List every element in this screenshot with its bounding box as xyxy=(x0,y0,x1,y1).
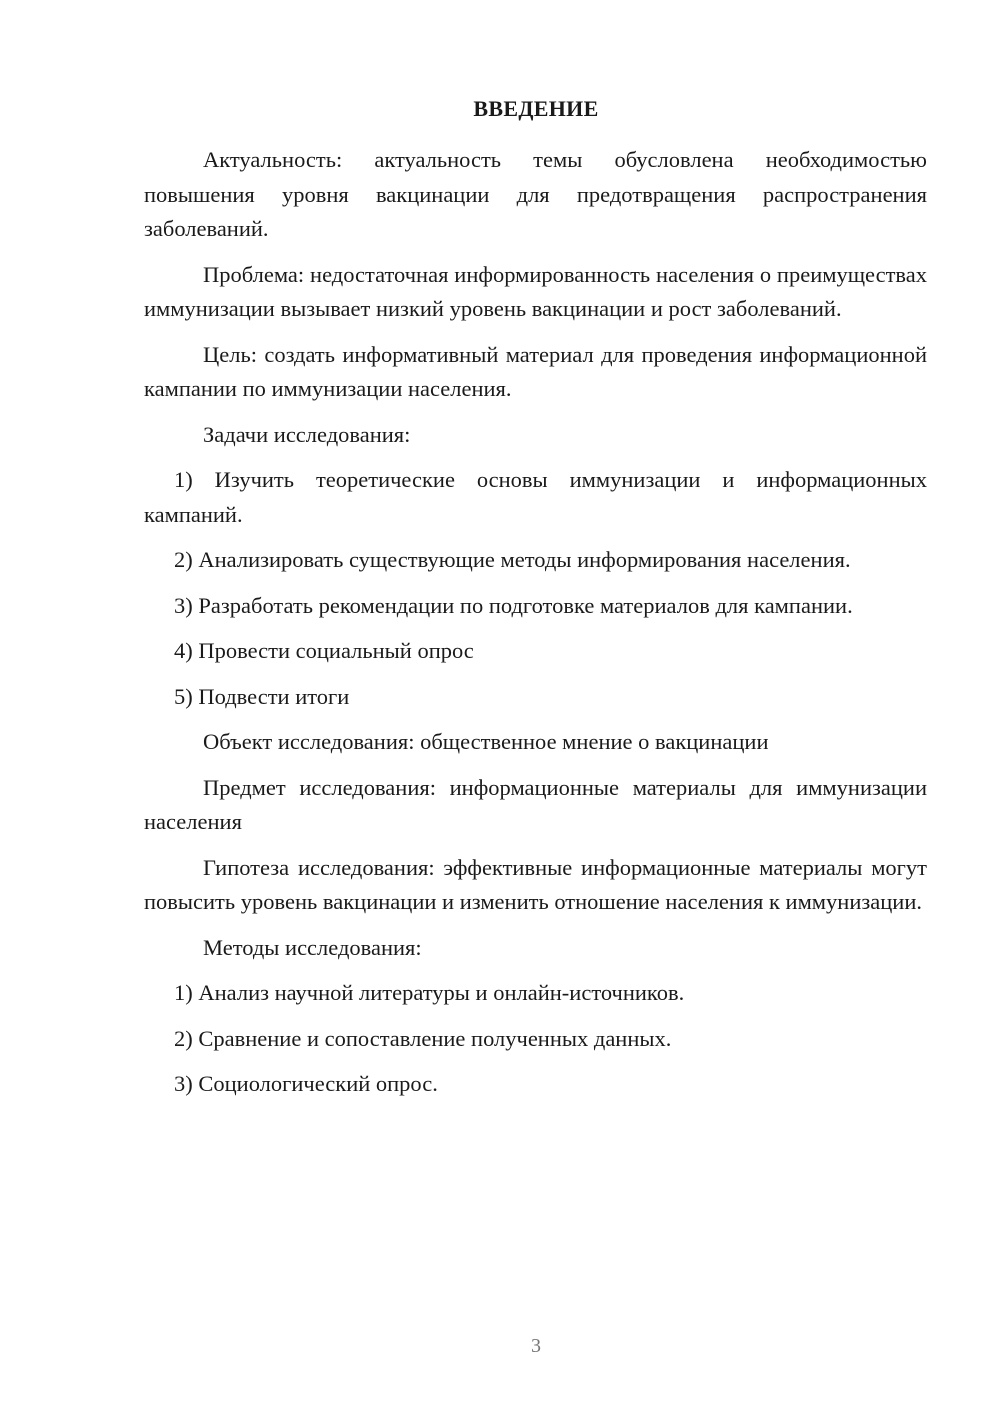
paragraph-object: Объект исследования: общественное мнение о вакцинации xyxy=(203,729,769,754)
paragraph-relevance: Актуальность: актуальность темы обусловлена необходимостью повышения уровня вакцинации для предотвращения распространения заболеваний. xyxy=(144,147,927,241)
page-title: ВВЕДЕНИЕ xyxy=(473,96,599,121)
methods-heading: Методы исследования: xyxy=(203,934,422,960)
method-item-2: 2) Сравнение и сопоставление полученных данных. xyxy=(174,1025,672,1051)
method-item-1: 1) Анализ научной литературы и онлайн-источников. xyxy=(174,980,685,1005)
task-item-3: 3) Разработать рекомендации по подготовке материалов для кампании. xyxy=(174,592,853,618)
task-item-5: 5) Подвести итоги xyxy=(174,683,350,709)
tasks-heading: Задачи исследования: xyxy=(203,421,411,447)
page-number: 3 xyxy=(531,1335,541,1357)
paragraph-subject: Предмет исследования: информационные материалы для иммунизации населения xyxy=(144,774,927,834)
paragraph-problem: Проблема: недостаточная информированность населения о преимуществах иммунизации вызывает низкий уровень вакцинации и рост заболеваний. xyxy=(144,261,927,321)
task-item-4: 4) Провести социальный опрос xyxy=(174,638,474,663)
document-body xyxy=(144,143,927,1113)
paragraph-goal: Цель: создать информативный материал для проведения информационной кампании по иммунизации населения. xyxy=(144,341,927,401)
method-item-3: 3) Социологический опрос. xyxy=(174,1071,438,1096)
task-item-2: 2) Анализировать существующие методы информирования населения. xyxy=(174,547,851,572)
task-item-1: 1) Изучить теоретические основы иммунизации и информационных кампаний. xyxy=(144,467,927,527)
paragraph-hypothesis: Гипотеза исследования: эффективные информационные материалы могут повысить уровень вакцинации и изменить отношение населения к иммунизации. xyxy=(144,854,927,914)
